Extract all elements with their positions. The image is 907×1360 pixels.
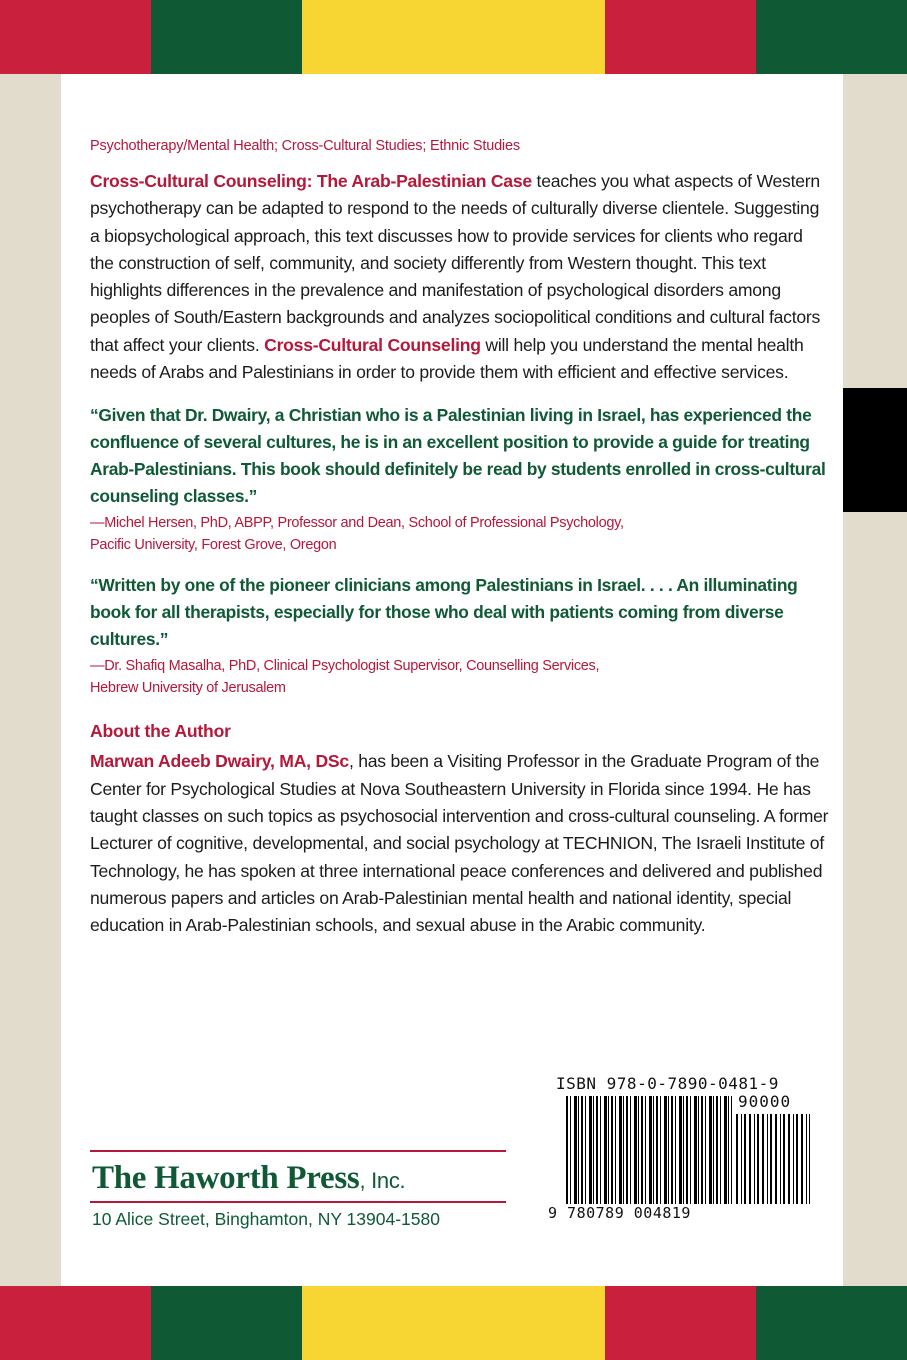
- review-quote-1: [90, 402, 830, 556]
- band-segment-yellow: [454, 0, 605, 74]
- quote-attribution: [90, 512, 830, 556]
- attribution-line: Hebrew University of Jerusalem: [90, 680, 286, 697]
- description-text-1: teaches you what aspects of Western psychotherapy can be adapted to respond to the needs of culturally diverse clientele. Suggesting a biopsychological approach, this text discusses how to provide services for clients who regard the construction of self, community, and society differently from Western thought. This text highlights differences in the prevalence and manifestation of psychological disorders among peoples of South/Eastern backgrounds and analyzes sociopolitical conditions and cultural factors that affect your clients.: [90, 171, 821, 355]
- publisher-address: 10 Alice Street, Binghamton, NY 13904-1580: [92, 1209, 440, 1229]
- band-segment-yellow: [302, 1286, 453, 1360]
- band-segment-green: [756, 1286, 907, 1360]
- band-segment-green: [151, 0, 302, 74]
- publisher-rule-bottom: [90, 1201, 506, 1203]
- black-edge-tab: [843, 388, 907, 512]
- cover-content: [90, 138, 830, 939]
- attribution-line: —Dr. Shafiq Masalha, PhD, Clinical Psychologist Supervisor, Counselling Services,: [90, 658, 600, 675]
- band-segment-red: [605, 0, 756, 74]
- band-segment-green: [756, 0, 907, 74]
- attribution-line: —Michel Hersen, PhD, ABPP, Professor and Dean, School of Professional Psychology,: [90, 515, 624, 532]
- review-quote-2: [90, 572, 830, 699]
- barcode-bars-main: [566, 1096, 732, 1204]
- band-segment-red: [0, 1286, 151, 1360]
- description-paragraph: [90, 168, 830, 386]
- price-addon-number: 90000: [738, 1092, 792, 1111]
- ean-number: 9 780789 004819: [548, 1204, 691, 1222]
- band-segment-red: [605, 1286, 756, 1360]
- book-title: Cross-Cultural Counseling: The Arab-Palestinian Case: [90, 171, 532, 191]
- quote-text: “Written by one of the pioneer clinicians among Palestinians in Israel. . . . An illuminating book for all therapists, especially for those who deal with patients coming from diverse cultures.”: [90, 575, 798, 650]
- bottom-color-band: [0, 1286, 907, 1360]
- top-color-band: [0, 0, 907, 74]
- author-name: Marwan Adeeb Dwairy, MA, DSc: [90, 751, 349, 772]
- author-bio-text: , has been a Visiting Professor in the Graduate Program of the Center for Psychological Studies at Nova Southeastern University in Florida since 1994. He has taught classes on such topics as psychosocial intervention and cross-cultural counseling. A former Lecturer of cognitive, developmental, and social psychology at TECHNION, The Israeli Institute of Technology, he has spoken at three international peace conferences and delivered and published numerous papers and articles on Arab-Palestinian mental health and national identity, special education in Arab-Palestinian schools, and sexual abuse in the Arabic community.: [90, 751, 829, 936]
- publisher-block: [90, 1150, 506, 1230]
- publisher-name-text: The Haworth Press: [92, 1160, 360, 1196]
- author-bio: [90, 748, 830, 939]
- quote-attribution: [90, 655, 830, 699]
- band-segment-yellow: [454, 1286, 605, 1360]
- publisher-rule-top: [90, 1150, 506, 1152]
- category-line: Psychotherapy/Mental Health; Cross-Cultural Studies; Ethnic Studies: [90, 138, 520, 154]
- publisher-name: [92, 1160, 506, 1197]
- band-segment-green: [151, 1286, 302, 1360]
- book-short-title: Cross-Cultural Counseling: [264, 334, 481, 355]
- publisher-suffix: , Inc.: [359, 1168, 406, 1193]
- isbn-barcode: [548, 1074, 812, 1222]
- quote-text: “Given that Dr. Dwairy, a Christian who is a Palestinian living in Israel, has experienced the confluence of several cultures, he is in an excellent position to provide a guide for treating Arab-Palestinians. This book should definitely be read by students enrolled in cross-cultural counseling classes.”: [90, 405, 826, 507]
- about-author-heading: About the Author: [90, 721, 231, 742]
- barcode-bars-addon: [736, 1114, 810, 1204]
- band-segment-red: [0, 0, 151, 74]
- isbn-number: ISBN 978-0-7890-0481-9: [556, 1074, 779, 1093]
- attribution-line: Pacific University, Forest Grove, Oregon: [90, 537, 337, 554]
- description-text-2: will help you understand the mental health needs of Arabs and Palestinians in order to provide them with efficient and effective services.: [90, 334, 804, 383]
- band-segment-yellow: [302, 0, 453, 74]
